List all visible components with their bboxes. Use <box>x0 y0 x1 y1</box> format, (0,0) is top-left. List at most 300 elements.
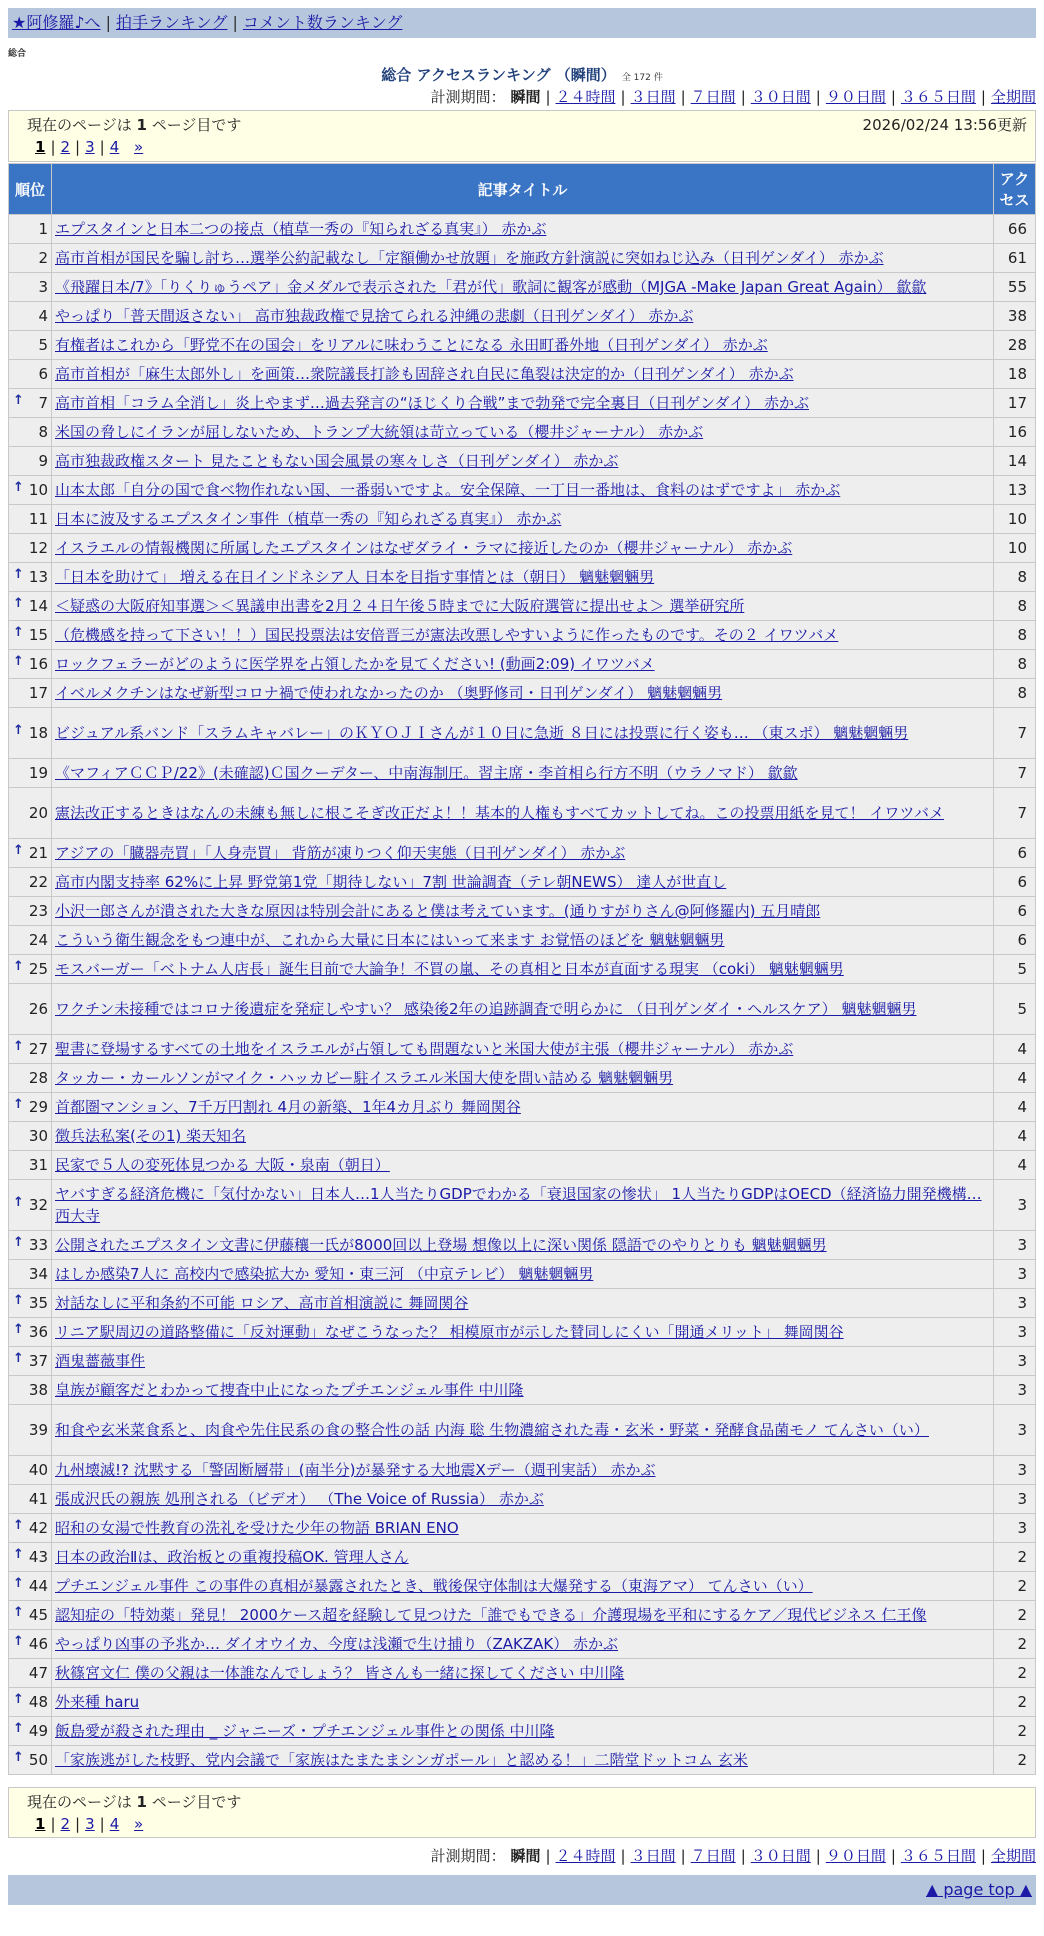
article-title-link[interactable]: エプスタインと日本二つの接点（植草一秀の『知られざる真実』） 赤かぶ <box>55 220 547 238</box>
rank-up-arrow-icon: ↑ <box>13 1750 24 1766</box>
article-title-link[interactable]: 昭和の女湯で性教育の洗礼を受けた少年の物語 BRIAN ENO <box>55 1519 459 1537</box>
link-asyura-home[interactable]: ★阿修羅♪へ <box>12 13 101 32</box>
rank-cell <box>9 955 52 984</box>
link-clap-ranking[interactable]: 拍手ランキング <box>115 13 228 32</box>
rank-number: 35 <box>28 1294 48 1312</box>
rank-cell <box>9 389 52 418</box>
access-count: 8 <box>994 621 1036 650</box>
pager-link-3[interactable]: 3 <box>85 138 95 156</box>
rank-number: 15 <box>28 626 48 644</box>
title-cell <box>52 1514 994 1543</box>
rank-cell <box>9 1260 52 1289</box>
article-title-link[interactable]: 高市内閣支持率 62%に上昇 野党第1党「期待しない」7割 世論調査（テレ朝NEWS） 達人が世直し <box>55 873 727 891</box>
table-row <box>9 1289 1036 1318</box>
rank-number: 4 <box>38 307 48 325</box>
table-row <box>9 476 1036 505</box>
pager-top: 1 | 2 | 3 | 4 » <box>35 138 144 156</box>
access-count: 8 <box>994 650 1036 679</box>
access-count: 3 <box>994 1180 1036 1231</box>
rank-cell <box>9 1746 52 1775</box>
access-count: 3 <box>994 1231 1036 1260</box>
table-row <box>9 1485 1036 1514</box>
rank-up-arrow-icon: ↑ <box>13 1518 24 1534</box>
rank-number: 49 <box>28 1722 48 1740</box>
title-cell <box>52 1122 994 1151</box>
article-title-link[interactable]: ヤバすぎる経済危機に「気付かない」日本人…1人当たりGDPでわかる「衰退国家の惨状」 1人当たりGDPはOECD（経済協力開発機構… 西大寺 <box>55 1185 982 1225</box>
pager-current: 1 <box>35 138 46 156</box>
table-row <box>9 1572 1036 1601</box>
title-cell <box>52 621 994 650</box>
period-link-90d[interactable]: ９０日間 <box>825 88 886 106</box>
rank-cell <box>9 984 52 1035</box>
article-title-link[interactable]: 張成沢氏の親族 処刑される（ビデオ） （The Voice of Russia） 赤かぶ <box>55 1490 544 1508</box>
access-count: 8 <box>994 679 1036 708</box>
title-cell <box>52 418 994 447</box>
rank-cell <box>9 534 52 563</box>
page-title: 総合 アクセスランキング （瞬間） <box>381 66 616 84</box>
rank-cell <box>9 1151 52 1180</box>
article-title-link[interactable]: イベルメクチンはなぜ新型コロナ禍で使われなかったのか （奥野修司・日刊ゲンダイ） 魑魅魍魎男 <box>55 684 723 702</box>
article-title-link[interactable]: 高市首相「コラム全消し」炎上やまず…過去発言の“ほじくり合戦”まで勃発で完全裏目（日刊ゲンダイ） 赤かぶ <box>55 394 809 412</box>
rank-number: 47 <box>28 1664 48 1682</box>
article-title-link[interactable]: 《飛躍日本/7》「りくりゅうペア」金メダルで表示された「君が代」歌詞に観客が感動（MJGA -Make Japan Great Again） 歙歙 <box>55 278 927 296</box>
title-cell <box>52 1717 994 1746</box>
article-title-link[interactable]: 日本に波及するエプスタイン事件（植草一秀の『知られざる真実』） 赤かぶ <box>55 510 562 528</box>
title-cell <box>52 244 994 273</box>
access-count: 4 <box>994 1035 1036 1064</box>
table-row <box>9 244 1036 273</box>
table-row <box>9 215 1036 244</box>
rank-number: 31 <box>28 1156 48 1174</box>
rank-up-arrow-icon: ↑ <box>13 1351 24 1367</box>
period-current: 瞬間 <box>510 1847 541 1865</box>
article-title-link[interactable]: 小沢一郎さんが潰された大きな原因は特別会計にあると僕は考えています。(通りすがりさん@阿修羅内) 五月晴郎 <box>55 902 821 920</box>
pager-link-3[interactable]: 3 <box>85 1815 95 1833</box>
title-cell <box>52 1630 994 1659</box>
category-label: 総合 <box>8 49 27 59</box>
rank-cell <box>9 839 52 868</box>
article-title-link[interactable]: こういう衛生観念をもつ連中が、これから大量に日本にはいって来ます お覚悟のほどを 魑魅魍魎男 <box>55 931 725 949</box>
title-cell <box>52 1456 994 1485</box>
rank-cell <box>9 1456 52 1485</box>
rank-number: 32 <box>28 1196 48 1214</box>
rank-cell <box>9 759 52 788</box>
rank-up-arrow-icon: ↑ <box>13 1235 24 1251</box>
page-top-link[interactable]: ▲ page top ▲ <box>925 1880 1032 1899</box>
rank-cell <box>9 708 52 759</box>
rank-up-arrow-icon: ↑ <box>13 959 24 975</box>
title-cell <box>52 1543 994 1572</box>
access-count: 13 <box>994 476 1036 505</box>
period-link-365d[interactable]: ３６５日間 <box>900 88 976 106</box>
table-row <box>9 1717 1036 1746</box>
title-cell <box>52 1093 994 1122</box>
rank-cell <box>9 1064 52 1093</box>
table-row <box>9 759 1036 788</box>
period-link-24h[interactable]: ２４時間 <box>555 88 616 106</box>
rank-number: 21 <box>28 844 48 862</box>
rank-up-arrow-icon: ↑ <box>13 625 24 641</box>
pager-bottom: 1 | 2 | 3 | 4 » <box>35 1815 144 1833</box>
article-title-link[interactable]: 高市首相が国民を騙し討ち…選挙公約記載なし「定額働かせ放題」を施政方針演説に突如ねじ込み（日刊ゲンダイ） 赤かぶ <box>55 249 884 267</box>
access-count: 4 <box>994 1122 1036 1151</box>
article-title-link[interactable]: 《マフィアＣＣＰ/22》(未確認)Ｃ国クーデター、中南海制圧。習主席・李首相ら行方不明（ウラノマド） 歙歙 <box>55 764 798 782</box>
table-row <box>9 1601 1036 1630</box>
ranking-body <box>9 215 1036 1775</box>
table-row <box>9 1688 1036 1717</box>
access-count: 2 <box>994 1746 1036 1775</box>
period-label: 計測期間： <box>430 1847 506 1865</box>
rank-cell <box>9 1180 52 1231</box>
table-row <box>9 1180 1036 1231</box>
access-count: 18 <box>994 360 1036 389</box>
period-link-3d[interactable]: ３日間 <box>630 88 676 106</box>
access-count: 3 <box>994 1514 1036 1543</box>
article-title-link[interactable]: 高市独裁政権スタート 見たこともない国会風景の寒々しさ（日刊ゲンダイ） 赤かぶ <box>55 452 619 470</box>
title-cell <box>52 476 994 505</box>
rank-number: 3 <box>38 278 48 296</box>
rank-number: 1 <box>38 220 48 238</box>
article-title-link[interactable]: 山本太郎「自分の国で食べ物作れない国、一番弱いですよ。安全保障、一丁目一番地は、食料のはずですよ」 赤かぶ <box>55 481 841 499</box>
article-title-link[interactable]: 外来種 haru <box>55 1693 140 1711</box>
period-nav-bottom: 計測期間： 瞬間 | ２４時間 | ３日間 | ７日間 | ３０日間 | ９０日間 | ３６５日間 | 全期間 <box>430 1847 1036 1865</box>
rank-cell <box>9 244 52 273</box>
access-count: 4 <box>994 1093 1036 1122</box>
article-title-link[interactable]: モスバーガー「ベトナム人店長」誕生目前で大論争！不買の嵐、その真相と日本が直面する現実 （coki） 魑魅魍魎男 <box>55 960 844 978</box>
access-count: 3 <box>994 1347 1036 1376</box>
table-row <box>9 897 1036 926</box>
bottom-bar <box>8 1875 1036 1905</box>
article-title-link[interactable]: ＜疑惑の大阪府知事選＞＜異議申出書を2月２４日午後５時までに大阪府選管に提出せよ＞ 選挙研究所 <box>55 597 745 615</box>
title-cell <box>52 505 994 534</box>
title-cell <box>52 331 994 360</box>
title-cell <box>52 788 994 839</box>
rank-number: 27 <box>28 1040 48 1058</box>
table-row <box>9 1318 1036 1347</box>
rank-up-arrow-icon: ↑ <box>13 1576 24 1592</box>
rank-number: 28 <box>28 1069 48 1087</box>
article-title-link[interactable]: プチエンジェル事件 この事件の真相が暴露されたとき、戦後保守体制は大爆発する（東海アマ） てんさい（い） <box>55 1577 813 1595</box>
rank-number: 50 <box>28 1751 48 1769</box>
table-row <box>9 534 1036 563</box>
page-notice: 現在のページは 1 ページ目です <box>27 1793 242 1811</box>
rank-number: 30 <box>28 1127 48 1145</box>
title-cell <box>52 215 994 244</box>
article-title-link[interactable]: ロックフェラーがどのように医学界を占領したかを見てください! (動画2:09) イワツバメ <box>55 655 655 673</box>
rank-cell <box>9 679 52 708</box>
article-title-link[interactable]: ビジュアル系バンド「スラムキャバレー」のＫＹＯＪＩさんが１０日に急逝 ８日には投票に行く姿も… （東スポ） 魑魅魍魎男 <box>55 724 909 742</box>
rank-number: 20 <box>28 804 48 822</box>
rank-cell <box>9 273 52 302</box>
access-count: 5 <box>994 984 1036 1035</box>
table-row <box>9 1093 1036 1122</box>
rank-cell <box>9 1231 52 1260</box>
table-row <box>9 679 1036 708</box>
table-row <box>9 1347 1036 1376</box>
rank-cell <box>9 1405 52 1456</box>
title-cell <box>52 1035 994 1064</box>
table-row <box>9 1376 1036 1405</box>
table-row <box>9 788 1036 839</box>
period-link-7d[interactable]: ７日間 <box>690 88 736 106</box>
rank-number: 10 <box>28 481 48 499</box>
table-row <box>9 447 1036 476</box>
period-current: 瞬間 <box>510 88 541 106</box>
article-title-link[interactable]: 民家で５人の変死体見つかる 大阪・泉南（朝日） <box>55 1156 390 1174</box>
article-title-link[interactable]: 有権者はこれから「野党不在の国会」をリアルに味わうことになる 永田町番外地（日刊ゲンダイ） 赤かぶ <box>55 336 768 354</box>
table-row <box>9 1064 1036 1093</box>
table-row <box>9 1514 1036 1543</box>
access-count: 16 <box>994 418 1036 447</box>
rank-up-arrow-icon: ↑ <box>13 843 24 859</box>
rank-up-arrow-icon: ↑ <box>13 1547 24 1563</box>
article-title-link[interactable]: （危機感を持って下さい！！）国民投票法は安倍晋三が憲法改悪しやすいように作ったものです。その２ イワツバメ <box>55 626 839 644</box>
title-cell <box>52 1601 994 1630</box>
rank-number: 45 <box>28 1606 48 1624</box>
title-cell <box>52 868 994 897</box>
rank-cell <box>9 868 52 897</box>
rank-number: 33 <box>28 1236 48 1254</box>
article-title-link[interactable]: アジアの「臓器売買」「人身売買」 背筋が凍りつく仰天実態（日刊ゲンダイ） 赤かぶ <box>55 844 626 862</box>
period-link-all[interactable]: 全期間 <box>990 88 1036 106</box>
article-title-link[interactable]: 首都圏マンション、7千万円割れ 4月の新築、1年4カ月ぶり 舞岡関谷 <box>55 1098 521 1116</box>
table-row <box>9 621 1036 650</box>
rank-up-arrow-icon: ↑ <box>13 1721 24 1737</box>
rank-number: 42 <box>28 1519 48 1537</box>
table-row <box>9 1122 1036 1151</box>
table-header-row <box>9 164 1036 215</box>
rank-number: 24 <box>28 931 48 949</box>
rank-cell <box>9 1318 52 1347</box>
rank-number: 25 <box>28 960 48 978</box>
period-link-30d[interactable]: ３０日間 <box>750 88 811 106</box>
rank-cell <box>9 1347 52 1376</box>
rank-number: 17 <box>28 684 48 702</box>
table-row <box>9 868 1036 897</box>
article-title-link[interactable]: 飯島愛が殺された理由 _ ジャニーズ・プチエンジェル事件との関係 中川隆 <box>55 1722 555 1740</box>
title-cell <box>52 592 994 621</box>
article-title-link[interactable]: 高市首相が「麻生太郎外し」を画策…衆院議長打診も固辞され自民に亀裂は決定的か（日刊ゲンダイ） 赤かぶ <box>55 365 794 383</box>
pager-link-4[interactable]: 4 <box>109 1815 120 1833</box>
rank-number: 14 <box>28 597 48 615</box>
page-info-bottom <box>8 1787 1036 1838</box>
access-count: 8 <box>994 592 1036 621</box>
access-count: 7 <box>994 788 1036 839</box>
table-row <box>9 1260 1036 1289</box>
access-count: 3 <box>994 1405 1036 1456</box>
article-title-link[interactable]: はしか感染7人に 高校内で感染拡大か 愛知・東三河 （中京テレビ） 魑魅魍魎男 <box>55 1265 594 1283</box>
rank-up-arrow-icon: ↑ <box>13 1097 24 1113</box>
article-title-link[interactable]: 認知症の「特効薬」発見！ 2000ケース超を経験して見つけた「誰でもできる」介護現場を平和にするケア／現代ビジネス 仁王像 <box>55 1606 927 1624</box>
updated-timestamp: 2026/02/24 13:56更新 <box>862 116 1027 134</box>
table-row <box>9 1405 1036 1456</box>
rank-number: 5 <box>38 336 48 354</box>
rank-number: 41 <box>28 1490 48 1508</box>
title-cell <box>52 447 994 476</box>
article-title-link[interactable]: やっぱり凶事の予兆か… ダイオウイカ、今度は浅瀬で生け捕り（ZAKZAK） 赤かぶ <box>55 1635 619 1653</box>
title-cell <box>52 955 994 984</box>
access-count: 3 <box>994 1318 1036 1347</box>
title-cell <box>52 1746 994 1775</box>
table-row <box>9 418 1036 447</box>
table-row <box>9 1456 1036 1485</box>
access-count: 55 <box>994 273 1036 302</box>
article-title-link[interactable]: ワクチン未接種ではコロナ後遺症を発症しやすい？ 感染後2年の追跡調査で明らかに （日刊ゲンダイ・ヘルスケア） 魑魅魍魎男 <box>55 1000 917 1018</box>
rank-cell <box>9 1717 52 1746</box>
rank-cell <box>9 447 52 476</box>
article-title-link[interactable]: 秋篠宮文仁 僕の父親は一体誰なんでしょう？ 皆さんも一緒に探してください 中川隆 <box>55 1664 625 1682</box>
article-title-link[interactable]: 公開されたエプスタイン文書に伊藤穰一氏が8000回以上登場 想像以上に深い関係 隠語でのやりとりも 魑魅魍魎男 <box>55 1236 827 1254</box>
rank-number: 19 <box>28 764 48 782</box>
access-count: 10 <box>994 534 1036 563</box>
pager-link-2[interactable]: 2 <box>60 138 71 156</box>
period-link-3d[interactable]: ３日間 <box>630 1847 676 1865</box>
rank-number: 9 <box>38 452 48 470</box>
title-cell <box>52 1064 994 1093</box>
rank-number: 26 <box>28 1000 48 1018</box>
rank-up-arrow-icon: ↑ <box>13 393 24 409</box>
pager-next[interactable]: » <box>134 1815 144 1833</box>
title-cell <box>52 650 994 679</box>
table-row <box>9 926 1036 955</box>
article-title-link[interactable]: 徴兵法私案(その1) 楽天知名 <box>55 1127 247 1145</box>
access-count: 7 <box>994 708 1036 759</box>
rank-number: 11 <box>28 510 48 528</box>
period-link-90d[interactable]: ９０日間 <box>825 1847 886 1865</box>
access-count: 38 <box>994 302 1036 331</box>
article-title-link[interactable]: 「家族逃がした枝野、党内会議で「家族はたまたまシンガポール」と認める！」二階堂ドットコム 玄米 <box>55 1751 748 1769</box>
header-rank: 順位 <box>9 164 52 215</box>
rank-cell <box>9 563 52 592</box>
article-title-link[interactable]: 和食や玄米菜食系と、肉食や先住民系の食の整合性の話 内海 聡 生物濃縮された毒・玄米・野菜・発酵食品菌モノ てんさい（い） <box>55 1421 929 1439</box>
title-cell <box>52 1318 994 1347</box>
rank-cell <box>9 926 52 955</box>
table-row <box>9 331 1036 360</box>
article-title-link[interactable]: 皇族が顧客だとわかって捜査中止になったプチエンジェル事件 中川隆 <box>55 1381 524 1399</box>
table-row <box>9 955 1036 984</box>
article-title-link[interactable]: タッカー・カールソンがマイク・ハッカビー駐イスラエル米国大使を問い詰める 魑魅魍魎男 <box>55 1069 674 1087</box>
title-cell <box>52 1151 994 1180</box>
rank-cell <box>9 215 52 244</box>
rank-number: 6 <box>38 365 48 383</box>
period-link-365d[interactable]: ３６５日間 <box>900 1847 976 1865</box>
rank-cell <box>9 592 52 621</box>
access-count: 66 <box>994 215 1036 244</box>
article-title-link[interactable]: 日本の政治Ⅱは、政治板との重複投稿OK. 管理人さん <box>55 1548 409 1566</box>
rank-number: 43 <box>28 1548 48 1566</box>
title-cell <box>52 926 994 955</box>
table-row <box>9 1659 1036 1688</box>
period-link-24h[interactable]: ２４時間 <box>555 1847 616 1865</box>
rank-up-arrow-icon: ↑ <box>13 1195 24 1211</box>
table-row <box>9 273 1036 302</box>
rank-number: 16 <box>28 655 48 673</box>
rank-cell <box>9 302 52 331</box>
rank-cell <box>9 1376 52 1405</box>
rank-up-arrow-icon: ↑ <box>13 596 24 612</box>
period-link-7d[interactable]: ７日間 <box>690 1847 736 1865</box>
rank-number: 37 <box>28 1352 48 1370</box>
article-title-link[interactable]: 九州壊滅!? 沈黙する「警固断層帯」(南半分)が暴発する大地震Xデー（週刊実話） 赤かぶ <box>55 1461 656 1479</box>
header-title: 記事タイトル <box>52 164 994 215</box>
access-count: 3 <box>994 1485 1036 1514</box>
rank-cell <box>9 1289 52 1318</box>
rank-number: 18 <box>28 724 48 742</box>
rank-number: 13 <box>28 568 48 586</box>
rank-up-arrow-icon: ↑ <box>13 1039 24 1055</box>
article-title-link[interactable]: 憲法改正するときはなんの未練も無しに根こそぎ改正だよ！！基本的人権もすべてカットしてね。この投票用紙を見て！ イワツバメ <box>55 804 945 822</box>
table-row <box>9 708 1036 759</box>
table-row <box>9 1543 1036 1572</box>
rank-cell <box>9 1572 52 1601</box>
title-cell <box>52 1485 994 1514</box>
link-comment-ranking[interactable]: コメント数ランキング <box>242 13 403 32</box>
rank-number: 29 <box>28 1098 48 1116</box>
table-row <box>9 984 1036 1035</box>
title-cell <box>52 1347 994 1376</box>
table-row <box>9 650 1036 679</box>
period-link-all[interactable]: 全期間 <box>990 1847 1036 1865</box>
article-title-link[interactable]: 酒鬼薔薇事件 <box>55 1352 146 1370</box>
rank-number: 34 <box>28 1265 48 1283</box>
title-cell <box>52 273 994 302</box>
access-count: 14 <box>994 447 1036 476</box>
access-count: 5 <box>994 955 1036 984</box>
article-title-link[interactable]: やっぱり「普天間返さない」 高市独裁政権で見捨てられる沖縄の悲劇（日刊ゲンダイ） 赤かぶ <box>55 307 694 325</box>
rank-up-arrow-icon: ↑ <box>13 1692 24 1708</box>
title-cell <box>52 1688 994 1717</box>
nav-separator: | <box>232 13 238 32</box>
pager-next[interactable]: » <box>134 138 144 156</box>
access-count: 2 <box>994 1572 1036 1601</box>
article-title-link[interactable]: 聖書に登場するすべての土地をイスラエルが占領しても問題ないと米国大使が主張（櫻井ジャーナル） 赤かぶ <box>55 1040 794 1058</box>
table-row <box>9 592 1036 621</box>
article-title-link[interactable]: 対話なしに平和条約不可能 ロシア、高市首相演説に 舞岡関谷 <box>55 1294 469 1312</box>
rank-number: 44 <box>28 1577 48 1595</box>
pager-link-2[interactable]: 2 <box>60 1815 71 1833</box>
rank-number: 8 <box>38 423 48 441</box>
rank-number: 22 <box>28 873 48 891</box>
access-count: 6 <box>994 868 1036 897</box>
page-notice: 現在のページは 1 ページ目です <box>27 116 242 134</box>
rank-cell <box>9 650 52 679</box>
access-count: 28 <box>994 331 1036 360</box>
access-count: 4 <box>994 1064 1036 1093</box>
title-cell <box>52 708 994 759</box>
article-title-link[interactable]: 米国の脅しにイランが屈しないため、トランプ大統領は苛立っている（櫻井ジャーナル） 赤かぶ <box>55 423 704 441</box>
title-cell <box>52 984 994 1035</box>
period-link-30d[interactable]: ３０日間 <box>750 1847 811 1865</box>
period-nav-top: 計測期間： 瞬間 | ２４時間 | ３日間 | ７日間 | ３０日間 | ９０日間 | ３６５日間 | 全期間 <box>430 88 1036 106</box>
title-cell <box>52 1289 994 1318</box>
table-row <box>9 1231 1036 1260</box>
access-count: 6 <box>994 897 1036 926</box>
header-access: アクセス <box>994 164 1036 215</box>
rank-up-arrow-icon: ↑ <box>13 1605 24 1621</box>
table-row <box>9 505 1036 534</box>
rank-up-arrow-icon: ↑ <box>13 1322 24 1338</box>
article-title-link[interactable]: 「日本を助けて」 増える在日インドネシア人 日本を目指す事情とは（朝日） 魑魅魍魎男 <box>55 568 655 586</box>
pager-link-4[interactable]: 4 <box>109 138 120 156</box>
article-title-link[interactable]: イスラエルの情報機関に所属したエプスタインはなぜダライ・ラマに接近したのか（櫻井ジャーナル） 赤かぶ <box>55 539 793 557</box>
access-count: 8 <box>994 563 1036 592</box>
access-count: 61 <box>994 244 1036 273</box>
table-row <box>9 1151 1036 1180</box>
title-cell <box>52 1231 994 1260</box>
rank-number: 40 <box>28 1461 48 1479</box>
article-title-link[interactable]: リニア駅周辺の道路整備に「反対運動」なぜこうなった？ 相模原市が示した賛同しにくい「開通メリット」 舞岡関谷 <box>55 1323 844 1341</box>
table-row <box>9 563 1036 592</box>
